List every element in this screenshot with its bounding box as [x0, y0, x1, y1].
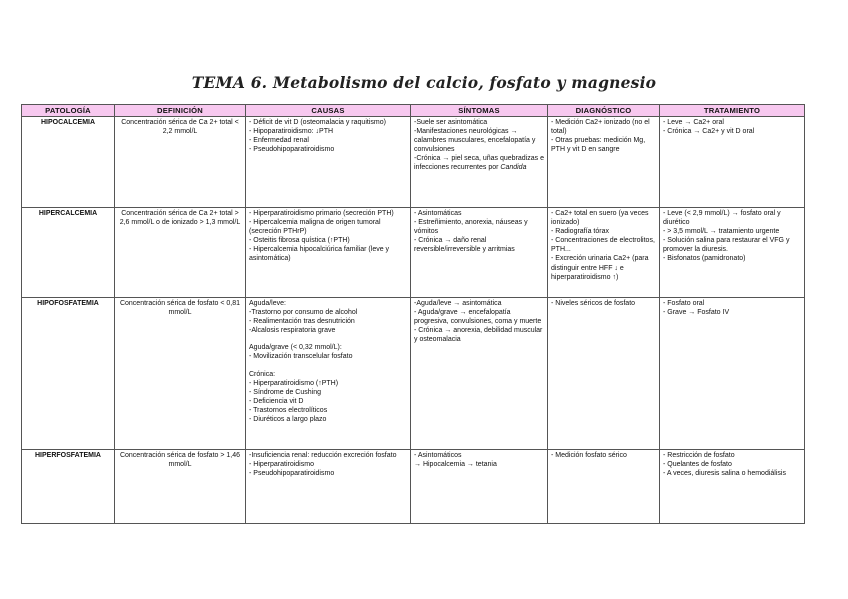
- list-item: -Insuficiencia renal: reducción excreción fosfato: [249, 452, 397, 459]
- list-item: - Aguda/grave → encefalopatía progresiva, convulsiones, coma y muerte: [414, 309, 542, 326]
- list-item: -Suele ser asintomática: [414, 119, 488, 126]
- header-patologia: PATOLOGÍA: [22, 105, 115, 117]
- list-item: - Restricción de fosfato: [663, 452, 735, 459]
- treatment-cell: [660, 298, 805, 450]
- list-item: - Medición fosfato sérico: [551, 452, 627, 459]
- list-item: - Hiperparatiroidismo (↑PTH): [249, 379, 339, 387]
- table-row: [22, 117, 805, 208]
- table-header-row: [22, 105, 805, 117]
- summary-table: [21, 104, 805, 524]
- list-item: - Solución salina para restaurar el VFG y promover la diuresis.: [663, 237, 790, 254]
- causes-cell: [246, 208, 411, 298]
- diagnosis-cell: [548, 117, 660, 208]
- definition-cell: Concentración sérica de fosfato < 0,81 mmol/L: [115, 298, 246, 450]
- treatment-cell: [660, 450, 805, 524]
- list-item: → Hipocalcemia → tetania: [414, 461, 497, 469]
- list-item: - Realimentación tras desnutrición: [249, 318, 355, 326]
- pathology-name: HIPOFOSFATEMIA: [22, 298, 115, 450]
- symptoms-cell: [411, 450, 548, 524]
- pathology-name: HIPERCALCEMIA: [22, 208, 115, 298]
- definition-cell: Concentración sérica de Ca 2+ total > 2,6 mmol/L o de ionizado > 1,3 mmol/L: [115, 208, 246, 298]
- pathology-name: HIPOCALCEMIA: [22, 117, 115, 208]
- header-tratamiento: TRATAMIENTO: [660, 105, 805, 117]
- list-item: - Hiperparatiroidismo primario (secreción PTH): [249, 210, 394, 217]
- definition-cell: Concentración sérica de fosfato > 1,46 mmol/L: [115, 450, 246, 524]
- list-item: - Medición Ca2+ ionizado (no el total): [551, 119, 650, 136]
- list-item: Aguda/grave (< 0,32 mmol/L):: [249, 344, 342, 352]
- table-row: [22, 208, 805, 298]
- list-item: - Bisfonatos (pamidronato): [663, 255, 746, 263]
- list-item: Crónica:: [249, 370, 276, 378]
- list-item: - Movilización transcelular fosfato: [249, 353, 353, 361]
- list-item: - Síndrome de Cushing: [249, 388, 321, 396]
- list-item: - Pseudohipoparatiroidismo: [249, 470, 335, 478]
- list-item: - Estreñimiento, anorexia, náuseas y vómitos: [414, 219, 528, 236]
- causes-cell: [246, 117, 411, 208]
- list-item: - A veces, diuresis salina o hemodiálisis: [663, 470, 786, 478]
- treatment-cell: [660, 117, 805, 208]
- list-item: - Hiperparatiroidismo: [249, 461, 314, 469]
- list-item: - Crónica → anorexia, debilidad muscular y osteomalacia: [414, 327, 543, 344]
- spacer: [249, 335, 407, 343]
- list-item: - Osteitis fibrosa quística (↑PTH): [249, 237, 350, 245]
- list-item: - Pseudohipoparatiroidismo: [249, 146, 335, 154]
- list-item: - Hipoparatiroidismo: ↓PTH: [249, 128, 334, 136]
- symptoms-cell: [411, 298, 548, 450]
- table-row: [22, 298, 805, 450]
- list-item: - > 3,5 mmol/L → tratamiento urgente: [663, 228, 780, 236]
- list-item: - Hipercalcemia hipocalciúrica familiar (leve y asintomática): [249, 246, 390, 263]
- list-item: - Enfermedad renal: [249, 137, 309, 145]
- list-item: Aguda/leve:: [249, 300, 286, 307]
- pathology-name: HIPERFOSFATEMIA: [22, 450, 115, 524]
- spacer: [249, 362, 407, 370]
- list-item: -Alcalosis respiratoria grave: [249, 327, 336, 335]
- causes-cell: [246, 450, 411, 524]
- header-diagnostico: DIAGNÓSTICO: [548, 105, 660, 117]
- list-item: -Aguda/leve → asintomática: [414, 300, 502, 307]
- table-row: [22, 450, 805, 524]
- page-title: TEMA 6. Metabolismo del calcio, fosfato y magnesio: [191, 73, 657, 92]
- list-item: [414, 154, 544, 172]
- symptoms-cell: [411, 117, 548, 208]
- list-item: - Hipercalcemia maligna de origen tumoral (secreción PTHrP): [249, 219, 381, 236]
- diagnosis-cell: [548, 450, 660, 524]
- list-item: -Manifestaciones neurológicas → calambres musculares, encefalopatía y convulsiones: [414, 128, 536, 154]
- list-item: - Grave → Fosfato IV: [663, 309, 730, 317]
- symptoms-cell: [411, 208, 548, 298]
- list-item: - Excreción urinaria Ca2+ (para distinguir entre HFF ↓ e hiperparatiroidismo ↑): [551, 255, 649, 281]
- list-item: - Quelantes de fosfato: [663, 461, 732, 469]
- list-item: - Otras pruebas: medición Mg, PTH y vit D en sangre: [551, 137, 646, 154]
- header-sintomas: SÍNTOMAS: [411, 105, 548, 117]
- list-item: - Leve → Ca2+ oral: [663, 119, 724, 126]
- list-item: - Deficiencia vit D: [249, 397, 304, 405]
- list-item: - Crónica → Ca2+ y vit D oral: [663, 128, 755, 136]
- diagnosis-cell: [548, 208, 660, 298]
- list-item: - Crónica → daño renal reversible/irreversible y arritmias: [414, 237, 515, 254]
- list-item: - Diuréticos a largo plazo: [249, 416, 327, 424]
- diagnosis-cell: [548, 298, 660, 450]
- list-item: -Trastorno por consumo de alcohol: [249, 309, 358, 317]
- list-item: - Asintomáticas: [414, 210, 462, 217]
- header-causas: CAUSAS: [246, 105, 411, 117]
- list-item: - Déficit de vit D (osteomalacia y raquitismo): [249, 119, 386, 126]
- list-item: - Leve (< 2,9 mmol/L) → fosfato oral y diurético: [663, 210, 781, 227]
- list-item: - Trastornos electrolíticos: [249, 406, 328, 414]
- treatment-cell: [660, 208, 805, 298]
- list-item: - Asintomáticos: [414, 452, 462, 459]
- list-item: - Niveles séricos de fosfato: [551, 300, 636, 307]
- header-definicion: DEFINICIÓN: [115, 105, 246, 117]
- list-item: - Ca2+ total en suero (ya veces ionizado): [551, 210, 649, 227]
- list-item: - Fosfato oral: [663, 300, 705, 307]
- list-item: - Radiografía tórax: [551, 228, 609, 236]
- candida-term: Candida: [500, 164, 527, 172]
- symptom-text: -Crónica → piel seca, uñas quebradizas e infecciones recurrentes por: [414, 155, 544, 172]
- list-item: - Concentraciones de electrolitos, PTH...: [551, 237, 655, 254]
- causes-cell: [246, 298, 411, 450]
- definition-cell: Concentración sérica de Ca 2+ total < 2,2 mmol/L: [115, 117, 246, 208]
